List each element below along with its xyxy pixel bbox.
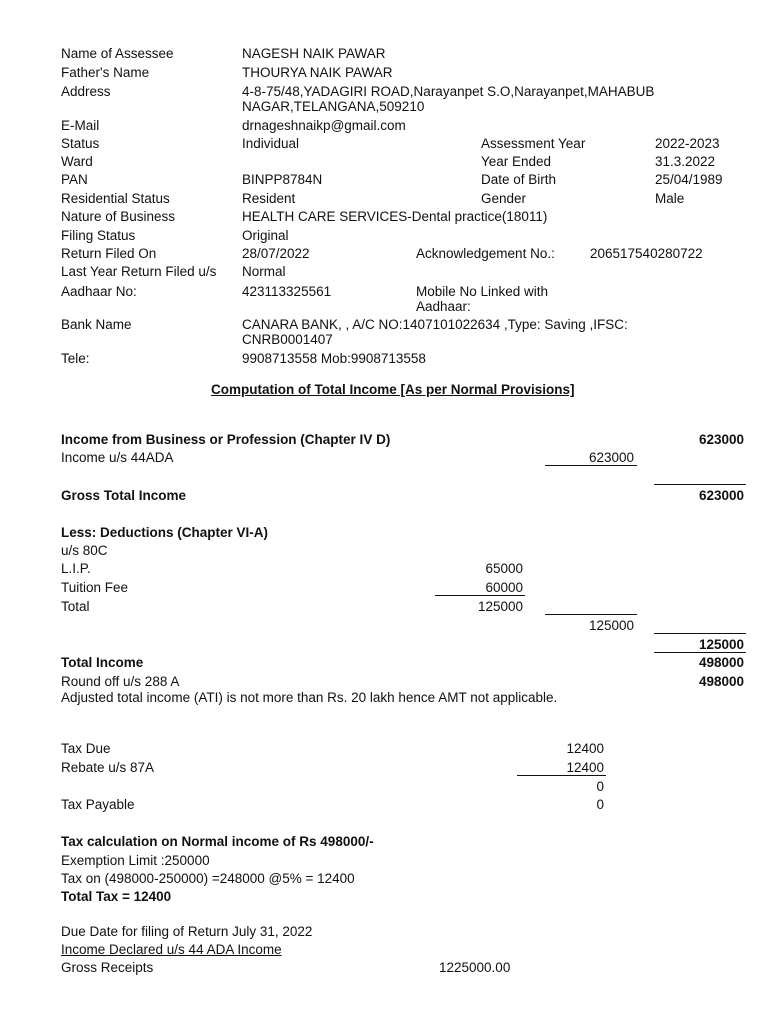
gross-total-income-label: Gross Total Income xyxy=(61,488,187,503)
bank-line-2: CNRB0001407 xyxy=(242,332,333,347)
gender-value: Male xyxy=(655,191,685,206)
tuition-fee-value: 60000 xyxy=(485,580,523,595)
status-label: Status xyxy=(61,136,100,151)
business-label: Nature of Business xyxy=(61,209,176,224)
father-label: Father's Name xyxy=(61,65,150,80)
total-tax: Total Tax = 12400 xyxy=(61,889,172,904)
return-filed-value: 28/07/2022 xyxy=(242,246,310,261)
deductions-total-value: 125000 xyxy=(698,637,744,652)
address-line-1: 4-8-75/48,YADAGIRI ROAD,Narayanpet S.O,Narayanpet,MAHABUB xyxy=(242,84,655,99)
amt-note: Adjusted total income (ATI) is not more than Rs. 20 lakh hence AMT not applicable. xyxy=(61,690,558,705)
mobile-linked-label-2: Aadhaar: xyxy=(416,299,471,314)
exemption-limit: Exemption Limit :250000 xyxy=(61,853,210,868)
status-value: Individual xyxy=(242,136,300,151)
email-value: drnageshnaikp@gmail.com xyxy=(242,118,406,133)
address-line-2: NAGAR,TELANGANA,509210 xyxy=(242,99,425,114)
dob-label: Date of Birth xyxy=(481,172,557,187)
year-ended-value: 31.3.2022 xyxy=(655,154,716,169)
divider xyxy=(517,775,606,776)
divider xyxy=(435,595,525,596)
acknowledgement-label: Acknowledgement No.: xyxy=(416,246,555,261)
year-ended-label: Year Ended xyxy=(481,154,552,169)
tax-on-calculation: Tax on (498000-250000) =248000 @5% = 12400 xyxy=(61,871,355,886)
rebate-87a-label: Rebate u/s 87A xyxy=(61,760,155,775)
bank-label: Bank Name xyxy=(61,317,132,332)
lip-value: 65000 xyxy=(485,561,523,576)
assessment-year-value: 2022-2023 xyxy=(655,136,720,151)
ward-label: Ward xyxy=(61,154,93,169)
pan-value: BINPP8784N xyxy=(242,172,323,187)
father-value: THOURYA NAIK PAWAR xyxy=(242,65,393,80)
sec-80c-label: u/s 80C xyxy=(61,543,108,558)
total-80c-value: 125000 xyxy=(477,599,523,614)
bank-line-1: CANARA BANK, , A/C NO:1407101022634 ,Type: Saving ,IFSC: xyxy=(242,317,628,332)
divider xyxy=(654,484,746,485)
round-off-label: Round off u/s 288 A xyxy=(61,674,180,689)
tele-value: 9908713558 Mob:9908713558 xyxy=(242,351,426,366)
filing-status-value: Original xyxy=(242,228,289,243)
lip-label: L.I.P. xyxy=(61,561,91,576)
residential-status-label: Residential Status xyxy=(61,191,170,206)
divider xyxy=(654,652,746,653)
rebate-87a-value: 12400 xyxy=(566,760,604,775)
gross-receipts-value: 1225000.00 xyxy=(439,960,511,975)
due-date: Due Date for filing of Return July 31, 2022 xyxy=(61,924,313,939)
last-year-label: Last Year Return Filed u/s xyxy=(61,264,217,279)
tele-label: Tele: xyxy=(61,351,90,366)
dob-value: 25/04/1989 xyxy=(655,172,723,187)
net-tax-value: 0 xyxy=(596,779,604,794)
assessment-year-label: Assessment Year xyxy=(481,136,586,151)
income-declared-heading: Income Declared u/s 44 ADA Income xyxy=(61,942,282,957)
tax-due-label: Tax Due xyxy=(61,741,111,756)
acknowledgement-value: 206517540280722 xyxy=(590,246,703,261)
divider xyxy=(545,465,637,466)
tax-payable-value: 0 xyxy=(596,797,604,812)
address-label: Address xyxy=(61,84,111,99)
pan-label: PAN xyxy=(61,172,88,187)
business-income-heading: Income from Business or Profession (Chapter IV D) xyxy=(61,432,391,447)
total-income-label: Total Income xyxy=(61,655,144,670)
name-label: Name of Assessee xyxy=(61,46,174,61)
total-80c-label: Total xyxy=(61,599,90,614)
round-off-value: 498000 xyxy=(698,674,744,689)
email-label: E-Mail xyxy=(61,118,100,133)
aadhaar-value: 423113325561 xyxy=(242,284,332,299)
divider xyxy=(654,633,746,634)
income-44ada-value: 623000 xyxy=(588,450,634,465)
return-filed-label: Return Filed On xyxy=(61,246,157,261)
name-value: NAGESH NAIK PAWAR xyxy=(242,46,386,61)
total-80c-column-value: 125000 xyxy=(588,618,634,633)
tax-calculation-heading: Tax calculation on Normal income of Rs 498000/- xyxy=(61,834,374,849)
aadhaar-label: Aadhaar No: xyxy=(61,284,137,299)
tax-due-value: 12400 xyxy=(566,741,604,756)
gross-total-income-value: 623000 xyxy=(698,488,744,503)
tuition-fee-label: Tuition Fee xyxy=(61,580,129,595)
total-income-value: 498000 xyxy=(698,655,744,670)
business-income-total: 623000 xyxy=(698,432,744,447)
filing-status-label: Filing Status xyxy=(61,228,136,243)
divider xyxy=(545,614,637,615)
residential-status-value: Resident xyxy=(242,191,296,206)
deductions-heading: Less: Deductions (Chapter VI-A) xyxy=(61,525,269,540)
mobile-linked-label-1: Mobile No Linked with xyxy=(416,284,549,299)
tax-payable-label: Tax Payable xyxy=(61,797,135,812)
gender-label: Gender xyxy=(481,191,527,206)
gross-receipts-label: Gross Receipts xyxy=(61,960,154,975)
computation-heading: Computation of Total Income [As per Normal Provisions] xyxy=(211,382,575,397)
business-value: HEALTH CARE SERVICES-Dental practice(18011) xyxy=(242,209,548,224)
last-year-value: Normal xyxy=(242,264,286,279)
income-44ada-label: Income u/s 44ADA xyxy=(61,450,174,465)
